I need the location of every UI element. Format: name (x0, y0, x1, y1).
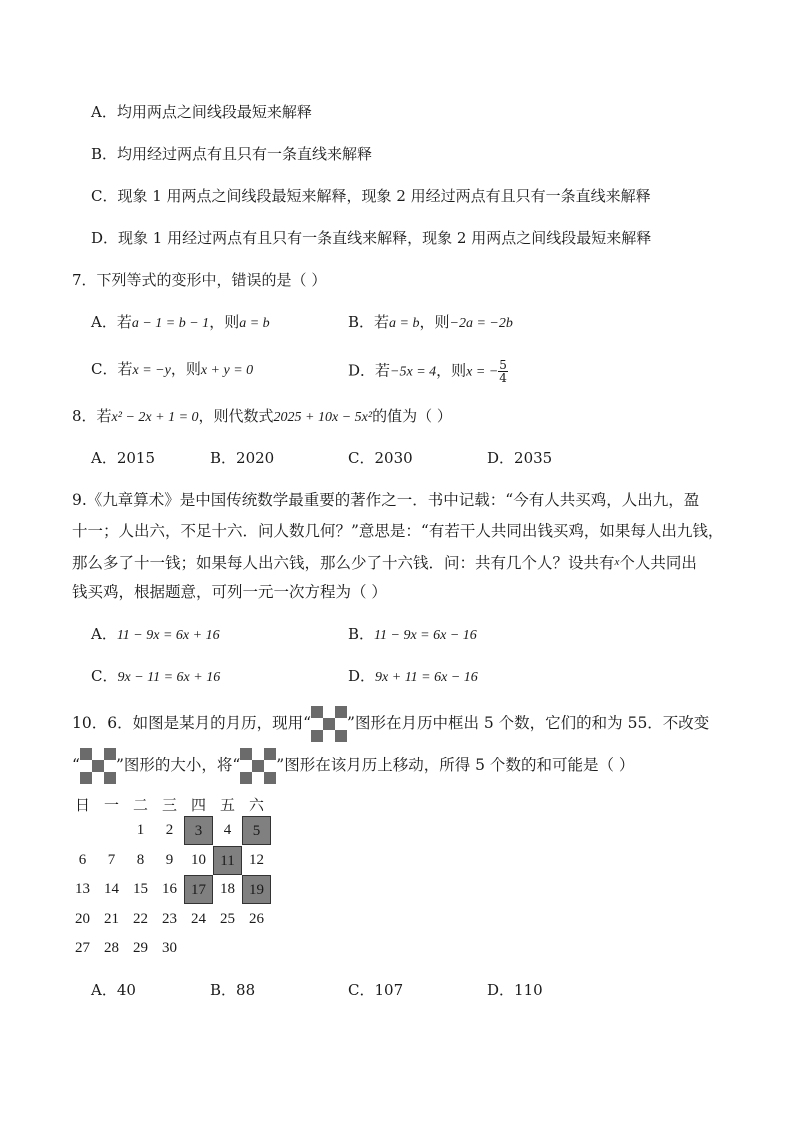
q10-option-d: D．110 (487, 981, 543, 999)
cross-pattern-icon (240, 748, 276, 784)
calendar-day-highlighted: 19 (242, 875, 271, 904)
q10-option-a: A．40 (91, 981, 136, 999)
calendar-day: 13 (75, 881, 90, 897)
calendar-day: 23 (162, 910, 177, 927)
q9-option-a: A．11 − 9x = 6x + 16 (91, 625, 220, 643)
calendar-day: 18 (220, 881, 235, 897)
calendar-day: 24 (191, 910, 206, 927)
q10-option-c: C．107 (348, 981, 404, 999)
cross-pattern-icon (80, 748, 116, 784)
calendar-day-highlighted: 3 (184, 816, 213, 845)
calendar-day: 8 (136, 851, 145, 868)
calendar-day: 25 (220, 910, 235, 927)
q7-option-a: A．若a − 1 = b − 1，则a = b (91, 313, 270, 331)
fraction: $\frac{5}{4}$ (499, 358, 507, 385)
q7-option-b: B．若a = b，则−2a = −2b (348, 313, 513, 331)
calendar-day: 27 (75, 940, 90, 956)
q9-option-c: C．9x − 11 = 6x + 16 (91, 667, 221, 685)
q10-option-b: B．88 (210, 981, 256, 999)
calendar-day: 20 (75, 910, 90, 927)
calendar-weekday: 五 (219, 798, 235, 814)
calendar-day: 7 (107, 851, 116, 868)
calendar-day-highlighted: 5 (242, 816, 271, 845)
calendar-weekday: 一 (103, 798, 119, 814)
calendar-day: 12 (249, 851, 264, 868)
calendar-day: 10 (191, 851, 206, 868)
calendar-day: 9 (165, 851, 174, 868)
calendar-day-highlighted: 11 (213, 846, 242, 875)
calendar-weekday: 四 (190, 798, 206, 814)
calendar-weekday: 日 (74, 798, 90, 814)
calendar-weekday: 三 (161, 798, 177, 814)
q7-option-c: C．若x = −y，则x + y = 0 (91, 360, 254, 378)
calendar-day: 1 (136, 822, 145, 838)
q6-option-a: A．均用两点之间线段最短来解释 (91, 103, 312, 121)
calendar-day: 22 (133, 910, 148, 927)
q8-option-d: D．2035 (487, 449, 553, 467)
q8-option-a: A．2015 (91, 449, 156, 467)
q7-option-d: D．若−5x = 4，则x = − $\frac{5}{4}$ (348, 358, 507, 385)
q6-option-c: C．现象 1 用两点之间线段最短来解释，现象 2 用经过两点有且只有一条直线来解释 (91, 187, 651, 205)
calendar-day: 30 (162, 940, 177, 956)
q10-line-1: 10．6．如图是某月的月历，现用“ ”图形在月历中框出 5 个数，它们的和为 55．不改变 (72, 705, 709, 742)
q9-line-3: 那么多了十一钱；如果每人出六钱，那么少了十六钱．问：共有几个人？设共有x个人共同出 (72, 554, 697, 572)
calendar-day: 15 (133, 881, 148, 897)
calendar-weekday: 二 (132, 798, 148, 814)
calendar-day-highlighted: 17 (184, 875, 213, 904)
calendar-day: 29 (133, 940, 148, 956)
calendar-day: 6 (78, 851, 87, 868)
q9-line-2: 十一；人出六，不足十六．问人数几何？”意思是：“有若干人共同出钱买鸡，如果每人出九钱， (72, 522, 724, 540)
calendar-day: 2 (165, 822, 174, 838)
calendar-day: 21 (104, 910, 119, 927)
q10-line-2: “ ”图形的大小，将“ ”图形在该月历上移动，所得 5 个数的和可能是（ ） (72, 747, 634, 784)
q6-option-d: D．现象 1 用经过两点有且只有一条直线来解释，现象 2 用两点之间线段最短来解释 (91, 229, 652, 247)
q7-stem: 7．下列等式的变形中，错误的是（ ） (72, 271, 327, 289)
q9-line-4: 钱买鸡，根据题意，可列一元一次方程为（ ） (72, 583, 387, 601)
q6-option-b: B．均用经过两点有且只有一条直线来解释 (91, 145, 373, 163)
q9-option-d: D．9x + 11 = 6x − 16 (348, 667, 478, 685)
q9-line-1: 9.《九章算术》是中国传统数学最重要的著作之一．书中记载：“今有人共买鸡，人出九，盈 (72, 491, 700, 509)
q9-option-b: B．11 − 9x = 6x − 16 (348, 625, 477, 643)
calendar-day: 14 (104, 881, 119, 897)
q8-option-c: C．2030 (348, 449, 413, 467)
calendar-day: 16 (162, 881, 177, 897)
calendar-weekday: 六 (248, 798, 264, 814)
calendar-day: 4 (223, 822, 232, 838)
q8-option-b: B．2020 (210, 449, 275, 467)
calendar-day: 26 (249, 910, 264, 927)
cross-pattern-icon (311, 706, 347, 742)
q8-stem: 8．若x² − 2x + 1 = 0，则代数式2025 + 10x − 5x²的值为（ ） (72, 407, 452, 425)
calendar-day: 28 (104, 940, 119, 956)
